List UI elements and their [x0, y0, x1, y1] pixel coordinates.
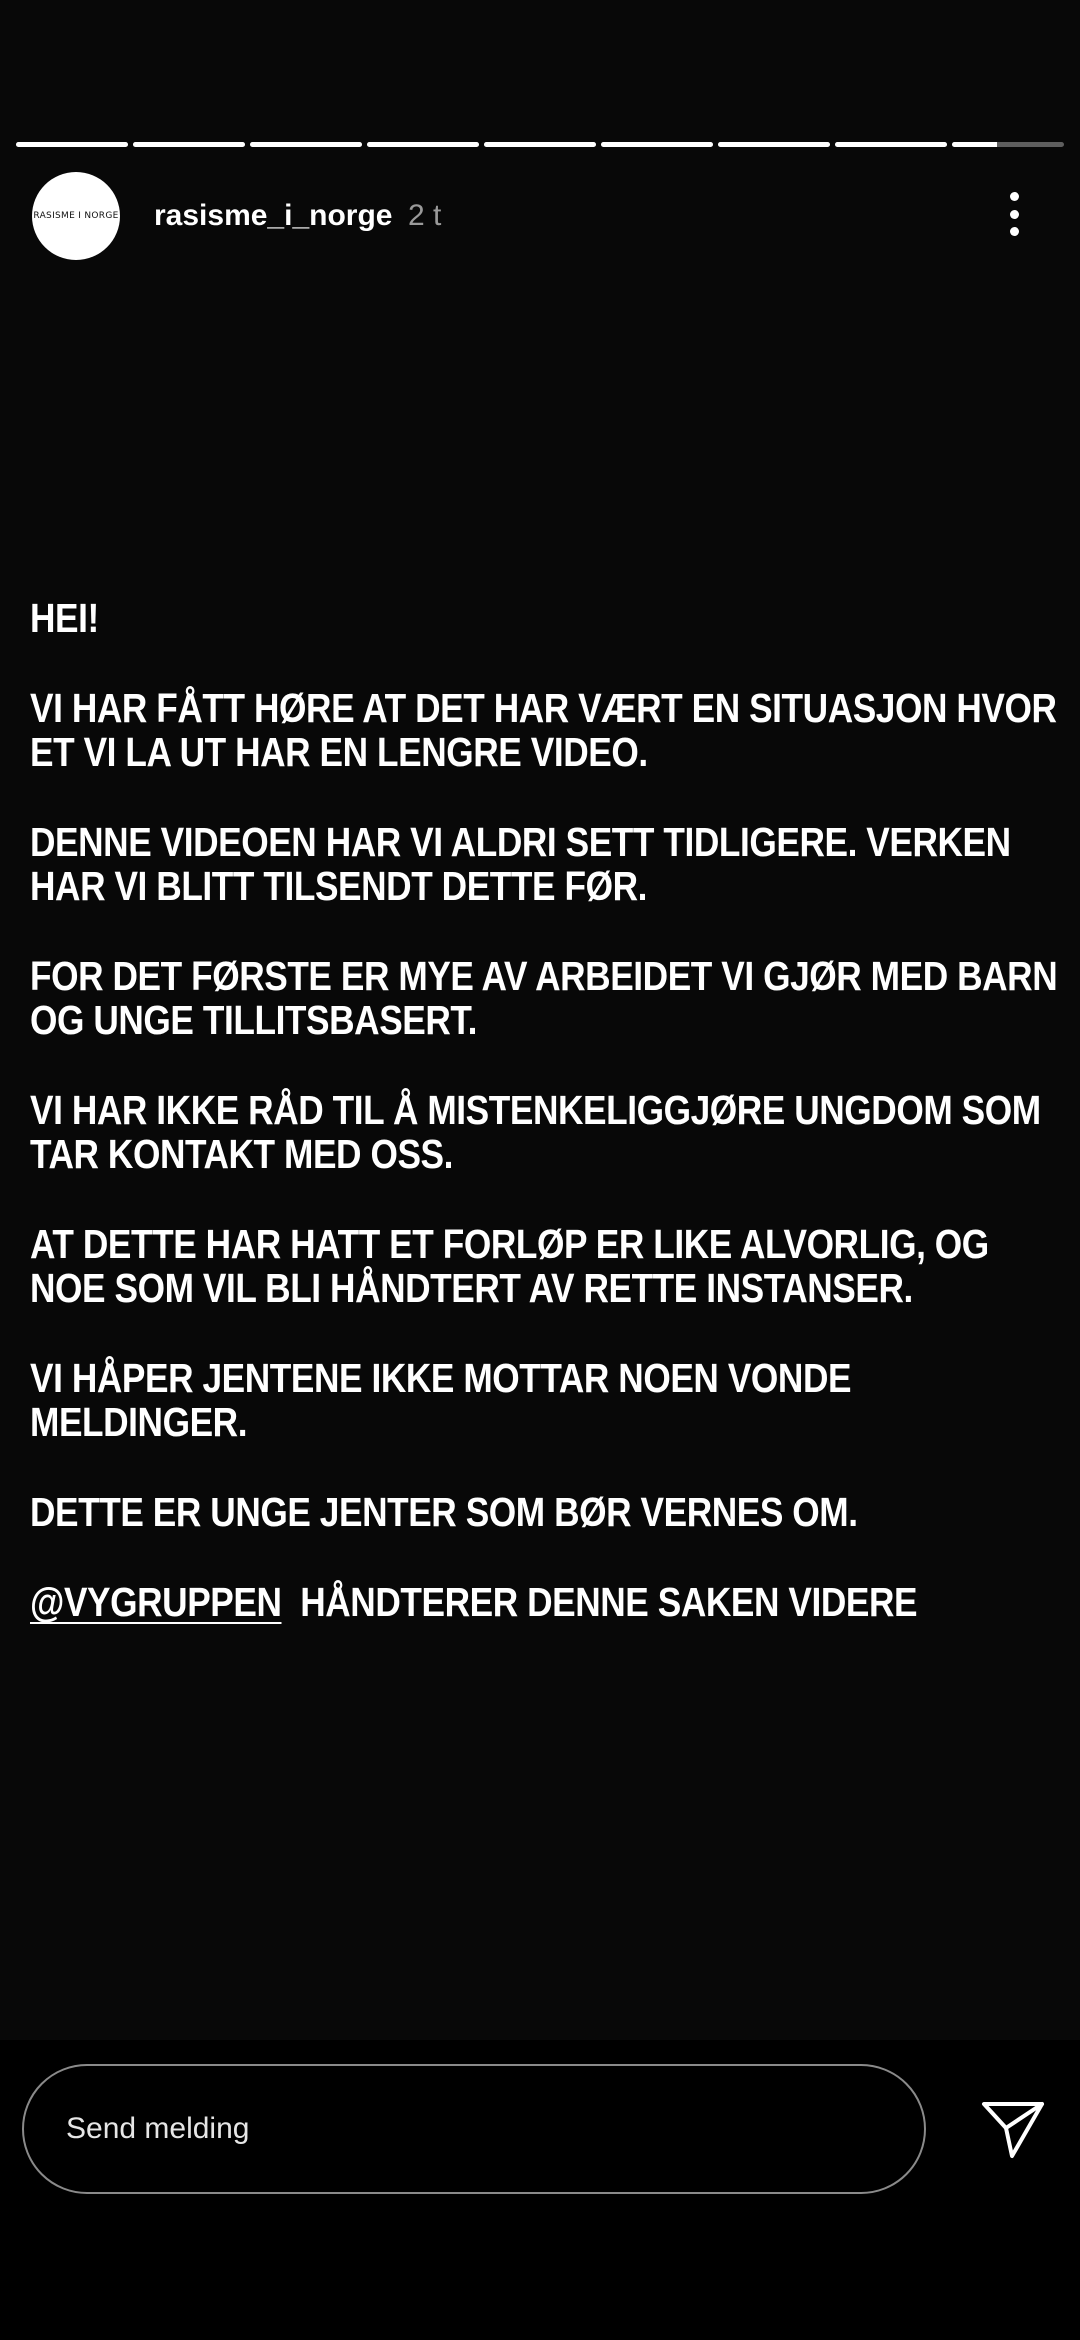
story-paragraph: DETTE ER UNGE JENTER SOM BØR VERNES OM.	[30, 1489, 858, 1535]
send-icon[interactable]	[980, 2098, 1046, 2160]
story-paragraph: FOR DET FØRSTE ER MYE AV ARBEIDET VI GJØR MED BARN OG UNGE TILLITSBASERT.	[30, 953, 1058, 1043]
story-text	[30, 595, 1058, 1625]
story-paragraph: DENNE VIDEOEN HAR VI ALDRI SETT TIDLIGERE. VERKEN HAR VI BLITT TILSENDT DETTE FØR.	[30, 819, 1011, 909]
message-input[interactable]	[22, 2064, 926, 2194]
post-time: 2 t	[408, 199, 442, 232]
avatar-logo-text: RASISME I NORGE	[33, 211, 119, 221]
progress-segment	[250, 142, 362, 147]
progress-segment	[16, 142, 128, 147]
mention-link[interactable]: @VYGRUPPEN	[30, 1579, 282, 1625]
progress-segment	[484, 142, 596, 147]
progress-segment	[835, 142, 947, 147]
avatar[interactable]	[32, 172, 120, 260]
progress-segment	[133, 142, 245, 147]
story-paragraph: VI HAR FÅTT HØRE AT DET HAR VÆRT EN SITUASJON HVOR ET VI LA UT HAR EN LENGRE VIDEO.	[30, 685, 1057, 775]
story-paragraph: VI HÅPER JENTENE IKKE MOTTAR NOEN VONDE MELDINGER.	[30, 1355, 852, 1445]
story-paragraph: AT DETTE HAR HATT ET FORLØP ER LIKE ALVORLIG, OG NOE SOM VIL BLI HÅNDTERT AV RETTE INSTANSER.	[30, 1221, 989, 1311]
progress-segment	[718, 142, 830, 147]
more-vertical-icon[interactable]	[998, 186, 1030, 242]
message-input-placeholder: Send melding	[66, 2112, 250, 2145]
story-paragraph: HEI!	[30, 595, 99, 641]
mention-suffix: HÅNDTERER DENNE SAKEN VIDERE	[300, 1579, 918, 1625]
progress-segment	[601, 142, 713, 147]
story-paragraph-mention	[30, 1580, 1071, 1624]
username[interactable]: rasisme_i_norge	[154, 199, 393, 232]
story-paragraph: VI HAR IKKE RÅD TIL Å MISTENKELIGGJØRE UNGDOM SOM TAR KONTAKT MED OSS.	[30, 1087, 1041, 1177]
progress-segment	[952, 142, 1064, 147]
story-progress	[16, 142, 1064, 147]
progress-segment	[367, 142, 479, 147]
